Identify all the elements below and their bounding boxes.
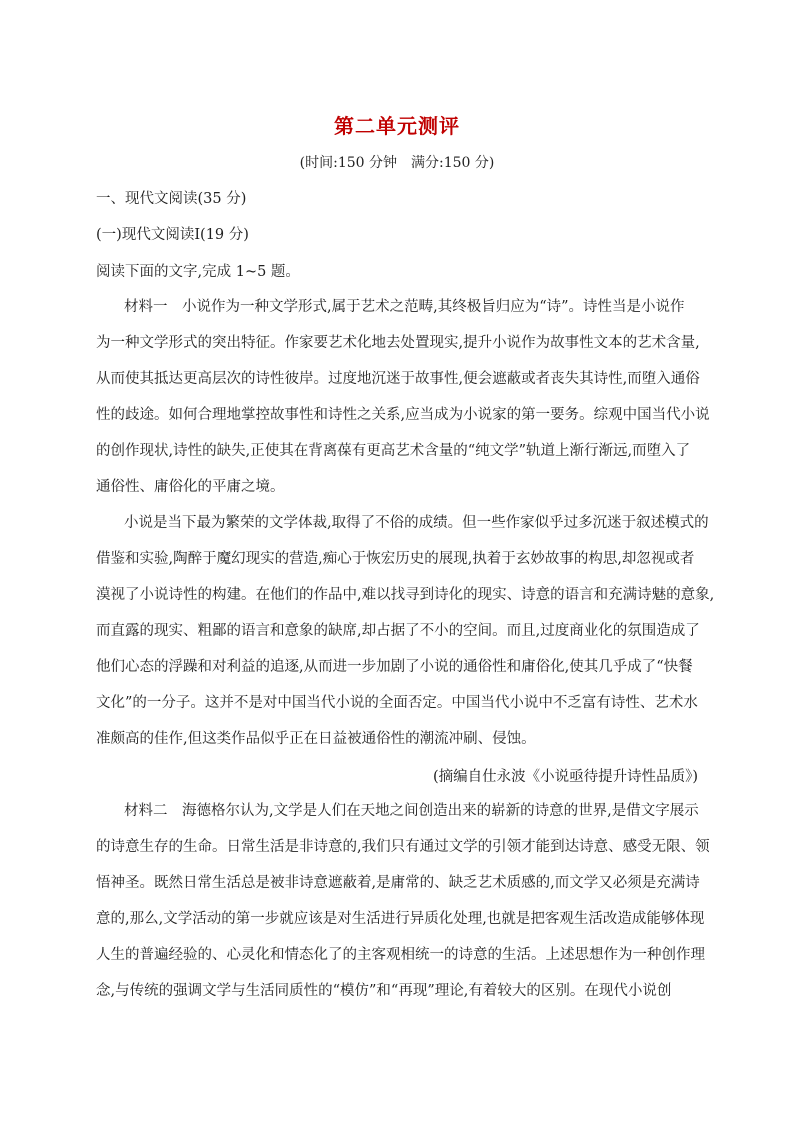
paragraph-line: 文化”的一分子。这并不是对中国当代小说的全面否定。中国当代小说中不乏富有诗性、艺术水 <box>96 695 698 711</box>
paragraph-line: 材料一 小说作为一种文学形式,属于艺术之范畴,其终极旨归应为“诗”。诗性当是小说作 <box>124 299 685 315</box>
paragraph-line: 小说是当下最为繁荣的文学体裁,取得了不俗的成绩。但一些作家似乎过多沉迷于叙述模式的 <box>124 515 709 531</box>
paragraph-line: 悟神圣。既然日常生活总是被非诗意遮蔽着,是庸常的、缺乏艺术质感的,而文学又必须是充满诗 <box>96 875 700 891</box>
section-heading: 一、现代文阅读(35 分) <box>96 191 247 207</box>
paragraph-line: 借鉴和实验,陶醉于魔幻现实的营造,痴心于恢宏历史的展现,执着于玄妙故事的构思,却忽视或者 <box>96 551 695 567</box>
paragraph-line: 念,与传统的强调文学与生活同质性的“模仿”和“再现”理论,有着较大的区别。在现代小说创 <box>96 983 672 999</box>
paragraph-line: 从而使其抵达更高层次的诗性彼岸。过度地沉迷于故事性,便会遮蔽或者丧失其诗性,而堕入通俗 <box>96 371 700 387</box>
exam-info: (时间:150 分钟 满分:150 分) <box>299 155 495 171</box>
paragraph-line: 通俗性、庸俗化的平庸之境。 <box>96 479 285 495</box>
paragraph-line: 的创作现状,诗性的缺失,正使其在背离葆有更高艺术含量的“纯文学”轨道上渐行渐远,而堕入了 <box>96 443 691 459</box>
paragraph-line: 准颇高的佳作,但这类作品似乎正在日益被通俗性的潮流冲刷、侵蚀。 <box>96 731 536 747</box>
paragraph-line: 的诗意生存的生命。日常生活是非诗意的,我们只有通过文学的引领才能到达诗意、感受无限、领 <box>96 839 710 855</box>
page-title: 第二单元测评 <box>334 114 460 138</box>
paragraph-line: 而直露的现实、粗鄙的语言和意象的缺席,却占据了不小的空间。而且,过度商业化的氛围造成了 <box>96 623 700 639</box>
instruction-text: 阅读下面的文字,完成 1~5 题。 <box>96 264 300 280</box>
subsection-heading: (一)现代文阅读Ⅰ(19 分) <box>96 227 249 243</box>
paragraph-line: 他们心态的浮躁和对利益的追逐,从而进一步加剧了小说的通俗性和庸俗化,使其几乎成了“快餐 <box>96 659 693 675</box>
paragraph-line: 为一种文学形式的突出特征。作家要艺术化地去处置现实,提升小说作为故事性文本的艺术含量, <box>96 335 700 351</box>
paragraph-line: 人生的普遍经验的、心灵化和情态化了的主客观相统一的诗意的生活。上述思想作为一种创作理 <box>96 947 705 963</box>
paragraph-line: 性的歧途。如何合理地掌控故事性和诗性之关系,应当成为小说家的第一要务。综观中国当代小说 <box>96 407 710 423</box>
paragraph-line: 漠视了小说诗性的构建。在他们的作品中,难以找寻到诗化的现实、诗意的语言和充满诗魅的意象, <box>96 587 715 603</box>
paragraph-line: 材料二 海德格尔认为,文学是人们在天地之间创造出来的崭新的诗意的世界,是借文字展示 <box>124 803 699 819</box>
paragraph-line: 意的,那么,文学活动的第一步就应该是对生活进行异质化处理,也就是把客观生活改造成能够体现 <box>96 911 705 927</box>
source-citation: (摘编自仕永波《小说亟待提升诗性品质》) <box>432 769 698 785</box>
